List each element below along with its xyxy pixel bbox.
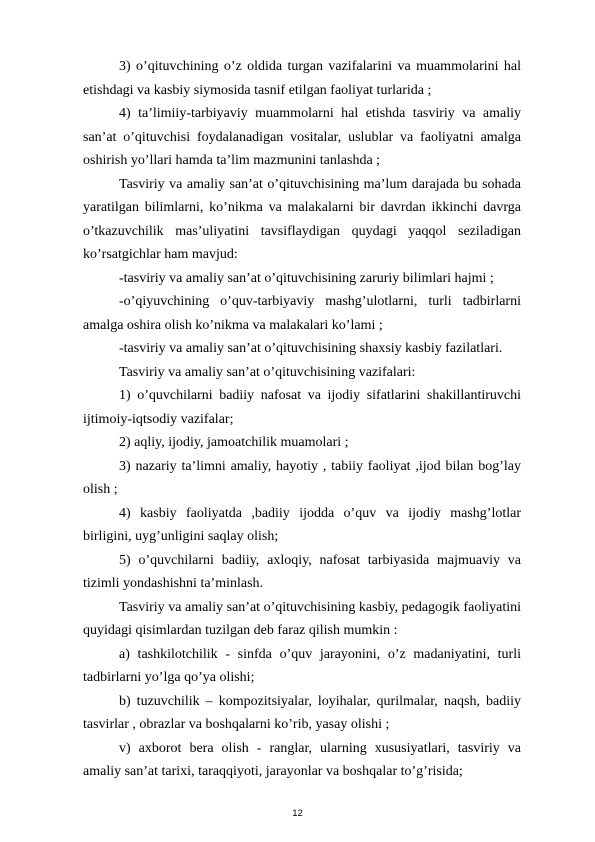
paragraph-4: -tasviriy va amaliy san’at o’qituvchisining zaruriy bilimlari hajmi ;	[119, 270, 494, 286]
paragraph-1: 3) o’qituvchining o’z oldida turgan vazifalarini va muammolarini hal etishdagi va kasbiy siymosida tasnif etilgan faoliyat turlarida ;	[83, 59, 521, 98]
paragraph-11: 4) kasbiy faoliyatda ,badiiy ijodda o’quv va ijodiy mashg’lotlar birligini, uyg’unligini saqlay olish;	[83, 505, 521, 544]
paragraph-5: -o’qiyuvchining o’quv-tarbiyaviy mashg’ulotlarni, turli tadbirlarni amalga oshira olish ko’nikma va malakalari ko’lami ;	[83, 294, 521, 333]
paragraph-10: 3) nazariy ta’limni amaliy, hayotiy , tabiiy faoliyat ,ijod bilan bog’lay olish ;	[83, 458, 521, 497]
paragraph-3: Tasviriy va amaliy san’at o’qituvchisining ma’lum darajada bu sohada yaratilgan bilimlarni, ko’nikma va malakalarni bir davrdan ikkinchi davrga o’tkazuvchilik mas’uliyatini tavsiflaydigan quydagi yaqqol seziladigan ko’rsatgichlar ham mavjud:	[83, 176, 521, 262]
page-number: 12	[292, 808, 303, 819]
paragraph-2: 4) ta’limiiy-tarbiyaviy muammolarni hal etishda tasviriy va amaliy san’at o’qituvchisi foydalanadigan vositalar, uslublar va faoliyatni amalga oshirish yo’llari hamda ta’lim mazmunini tanlashda ;	[83, 106, 521, 168]
paragraph-13: Tasviriy va amaliy san’at o’qituvchisining kasbiy, pedagogik faoliyatini quyidagi qisimlardan tuzilgan deb faraz qilish mumkin :	[83, 599, 521, 638]
paragraph-15: b) tuzuvchilik – kompozitsiyalar, loyihalar, qurilmalar, naqsh, badiiy tasvirlar , obrazlar va boshqalarni ko’rib, yasay olishi ;	[83, 693, 521, 732]
paragraph-16: v) axborot bera olish - ranglar, ularning xususiyatlari, tasviriy va amaliy san’at tarixi, taraqqiyoti, jarayonlar va boshqalar to’g’risida;	[83, 740, 521, 779]
paragraph-12: 5) o’quvchilarni badiiy, axloqiy, nafosat tarbiyasida majmuaviy va tizimli yondashishni ta’minlash.	[83, 552, 521, 591]
paragraph-8: 1) o’quvchilarni badiiy nafosat va ijodiy sifatlarini shakillantiruvchi ijtimoiy-iqtsodiy vazifalar;	[83, 388, 521, 427]
paragraph-6: -tasviriy va amaliy san’at o’qituvchisining shaxsiy kasbiy fazilatlari.	[119, 341, 503, 356]
paragraph-9: 2) aqliy, ijodiy, jamoatchilik muamolari ;	[119, 435, 349, 450]
paragraph-14: a) tashkilotchilik - sinfda o’quv jarayonini, o’z madaniyatini, turli tadbirlarni yo’lga qo’ya olishi;	[83, 646, 521, 685]
document-body	[83, 55, 521, 784]
paragraph-7: Tasviriy va amaliy san’at o’qituvchisining vazifalari:	[119, 364, 416, 380]
